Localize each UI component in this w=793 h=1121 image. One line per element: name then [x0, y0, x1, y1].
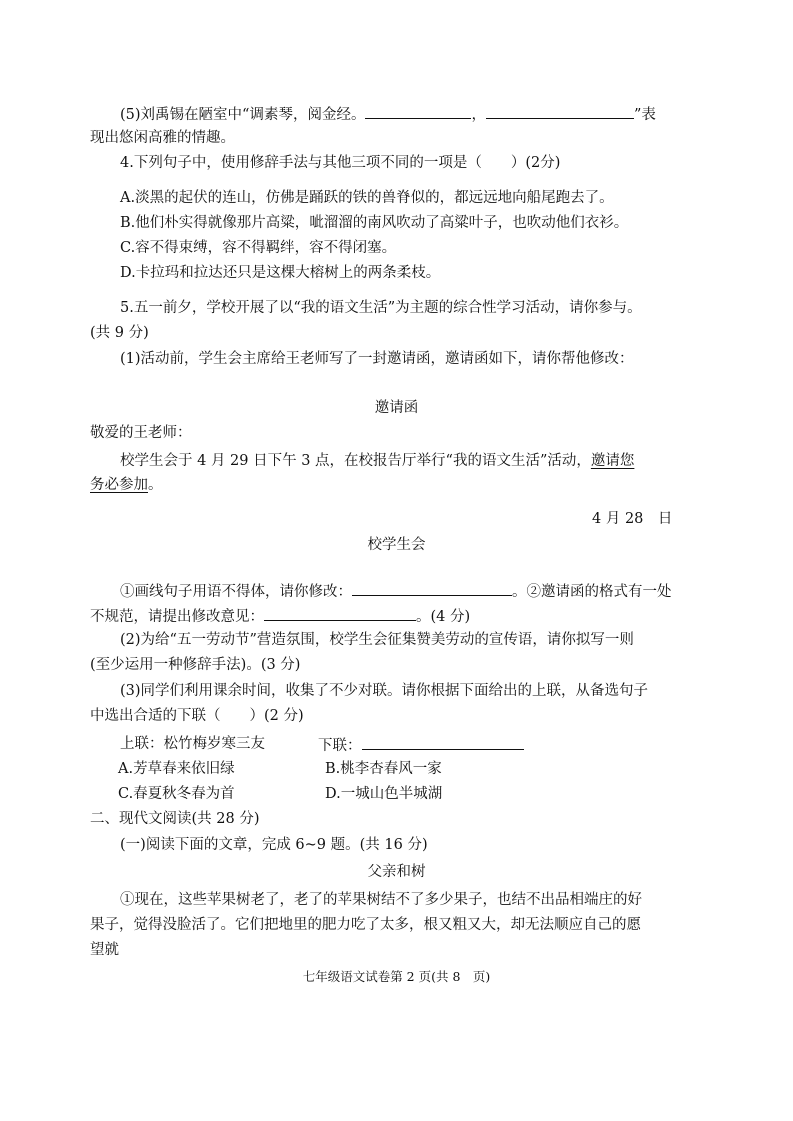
couplet-upper: 上联：松竹梅岁寒三友	[120, 736, 265, 752]
couplet-lower: 下联：	[318, 733, 524, 757]
q5-stem-line1: 5.五一前夕，学校开展了以“我的语文生活”为主题的综合性学习活动，请你参与。	[120, 300, 642, 316]
q5-sub1: (1)活动前，学生会主席给王老师写了一封邀请函，邀请函如下，请你帮他修改：	[120, 351, 634, 367]
q3-5-line1: (5)刘禹锡在陋室中“调素琴，阅金经。 ， ”表	[120, 102, 656, 126]
q5-sub3-line1: (3)同学们利用课余时间，收集了不少对联。请你根据下面给出的上联，从备选句子	[120, 683, 649, 699]
article-para1-line2: 果子，觉得没脸活了。它们把地里的肥力吃了太多，根又粗又大，却无法顺应自己的愿	[90, 917, 641, 933]
q5-sub2-line1: (2)为给“五一劳动节”营造氛围，校学生会征集赞美劳动的宣传语，请你拟写一则	[120, 632, 634, 648]
couplet-option-c[interactable]: C.春夏秋冬春为首	[118, 786, 235, 802]
q3-5-line2: 现出悠闲高雅的情趣。	[90, 130, 235, 146]
q5-sub2-line2: (至少运用一种修辞手法)。(3 分)	[90, 657, 301, 673]
letter-body-line2: 务必参加。	[90, 477, 163, 493]
q4-option-a[interactable]: A.淡黑的起伏的连山，仿佛是踊跃的铁的兽脊似的，都远远地向船尾跑去了。	[120, 190, 614, 206]
underlined-phrase: 邀请您	[590, 453, 635, 469]
q5-sub1-q-line1: ①画线句子用语不得体，请你修改： 。②邀请函的格式有一处	[120, 579, 672, 603]
letter-salutation: 敬爱的王老师：	[90, 425, 192, 441]
letter-date: 4 月 28 日	[592, 511, 673, 527]
couplet-option-d[interactable]: D.一城山色半城湖	[325, 786, 443, 802]
letter-sender: 校学生会	[367, 537, 426, 553]
couplet-option-a[interactable]: A.芳草春来依旧绿	[118, 761, 235, 777]
answer-blank[interactable]	[264, 604, 416, 621]
q4-option-c[interactable]: C.容不得束缚，容不得羁绊，容不得闭塞。	[120, 240, 397, 256]
underlined-phrase: 务必参加	[90, 477, 148, 493]
article-para1-line3: 望就	[90, 942, 119, 958]
answer-blank[interactable]	[352, 579, 512, 596]
q4-option-b[interactable]: B.他们朴实得就像那片高粱，呲溜溜的南风吹动了高粱叶子，也吹动他们衣衫。	[120, 215, 629, 231]
answer-blank[interactable]	[486, 102, 634, 119]
q5-sub3-line2: 中选出合适的下联（ ）(2 分)	[90, 708, 304, 724]
answer-blank[interactable]	[362, 733, 524, 750]
q5-sub1-q-line2: 不规范，请提出修改意见： 。(4 分)	[90, 604, 470, 628]
section2-heading: 二、现代文阅读(共 28 分)	[90, 811, 260, 827]
answer-blank[interactable]	[365, 102, 471, 119]
article-para1-line1: ①现在，这些苹果树老了，老了的苹果树结不了多少果子，也结不出品相端庄的好	[120, 892, 642, 908]
letter-body-line1: 校学生会于 4 月 29 日下午 3 点，在校报告厅举行“我的语文生活”活动，邀请您	[120, 453, 635, 469]
page-footer: 七年级语文试卷第 2 页(共 8 页)	[302, 969, 491, 984]
couplet-option-b[interactable]: B.桃李杏春风一家	[325, 761, 442, 777]
section2-sub-heading: (一)阅读下面的文章，完成 6~9 题。(共 16 分)	[120, 837, 428, 853]
article-title: 父亲和树	[367, 864, 426, 880]
q5-stem-line2: (共 9 分)	[90, 325, 149, 341]
q4-stem: 4.下列句子中，使用修辞手法与其他三项不同的一项是（ ）(2分)	[120, 155, 561, 171]
letter-title: 邀请函	[374, 400, 419, 416]
q4-option-d[interactable]: D.卡拉玛和拉达还只是这棵大榕树上的两条柔枝。	[120, 265, 441, 281]
